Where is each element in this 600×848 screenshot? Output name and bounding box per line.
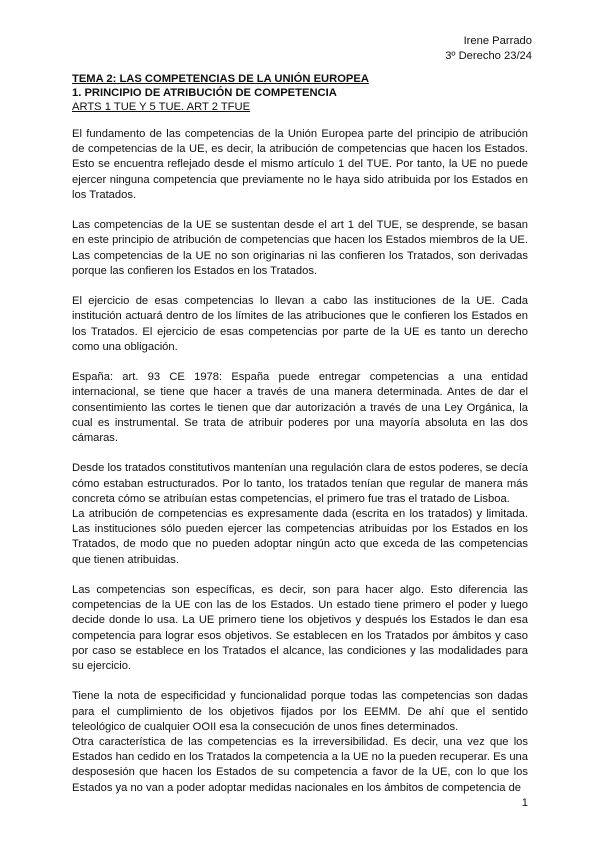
page-header <box>445 34 532 64</box>
paragraph: Las competencias de la UE se sustentan desde el art 1 del TUE, se desprende, se basan en este principio de atribución de competencias que hacen los Estados miembros de la UE. Las competencias de la UE no son originarias ni las confieren los Tratados, son derivadas porque las confieren los Estados en los Tratados. <box>72 219 528 277</box>
document-body <box>72 72 528 811</box>
page-number: 1 <box>521 797 528 809</box>
topic-title: TEMA 2: LAS COMPETENCIAS DE LA UNIÓN EUROPEA <box>72 73 369 85</box>
paragraph: El ejercicio de esas competencias lo llevan a cabo las instituciones de la UE. Cada institución actuará dentro de los límites de las atribuciones que le confieren los Estados en los Tratados. El ejercicio de esas competencias por parte de la UE es tanto un derecho como una obligación. <box>72 295 528 353</box>
paragraph: El fundamento de las competencias de la Unión Europea parte del principio de atribución de competencias de la UE, es decir, la atribución de competencias que hacen los Estados. Esto se encuentra reflejado desde el mismo artículo 1 del TUE. Por tanto, la UE no puede ejercer ninguna competencia que previamente no le haya sido atribuida por los Estados en los Tratados. <box>72 128 528 201</box>
paragraph: Tiene la nota de especificidad y funcionalidad porque todas las competencias son dadas para el cumplimiento de los objetivos fijados por los EEMM. De ahí que el sentido teleológico de cualquier OOII esa la consecución de unos fines determinados. <box>72 690 528 733</box>
paragraph: La atribución de competencias es expresamente dada (escrita en los tratados) y limitada. Las instituciones sólo pueden ejercer las competencias atribuidas por los Estados en los Tratados, de modo que no pueden adoptar ningún acto que exceda de las competencias que tienen atribuidas. <box>72 508 528 566</box>
paragraph: Desde los tratados constitutivos mantenían una regulación clara de estos poderes, se decía cómo estaban estructurados. Por lo tanto, los tratados tenían que regular de manera más concreta cómo se atribuían estas competencias, el primero fue tras el tratado de Lisboa. <box>72 462 528 505</box>
paragraph: Las competencias son específicas, es decir, son para hacer algo. Esto diferencia las competencias de la UE con las de los Estados. Un estado tiene primero el poder y luego decide donde lo usa. La UE primero tiene los objetivos y después los Estados le dan esa competencia para lograr esos objetivos. Se establecen en los Tratados por ámbitos y caso por caso se establece en los Tratados el alcance, las condiciones y las modalidades para su ejercicio. <box>72 584 528 673</box>
articles-reference: ARTS 1 TUE Y 5 TUE. ART 2 TFUE <box>72 101 251 113</box>
course-label: 3º Derecho 23/24 <box>445 50 532 62</box>
author-name: Irene Parrado <box>463 35 532 47</box>
paragraph: España: art. 93 CE 1978: España puede entregar competencias a una entidad internacional, se tiene que hacer a través de una manera determinada. Antes de dar el consentimiento las cortes le tienen que dar autorización a través de una Ley Orgánica, la cual es instrumental. Se trata de atribuir poderes por una mayoría absoluta en las dos cámaras. <box>72 371 528 445</box>
section-heading: 1. PRINCIPIO DE ATRIBUCIÓN DE COMPETENCIA <box>72 87 337 99</box>
paragraph: Otra característica de las competencias es la irreversibilidad. Es decir, una vez que los Estados han cedido en los Tratados la competencia a la UE no la pueden recuperar. Es una desposesión que hacen los Estados de su competencia a favor de la UE, con lo que los Estados ya no van a poder adoptar medidas nacionales en los ámbitos de competencia de <box>72 736 528 794</box>
